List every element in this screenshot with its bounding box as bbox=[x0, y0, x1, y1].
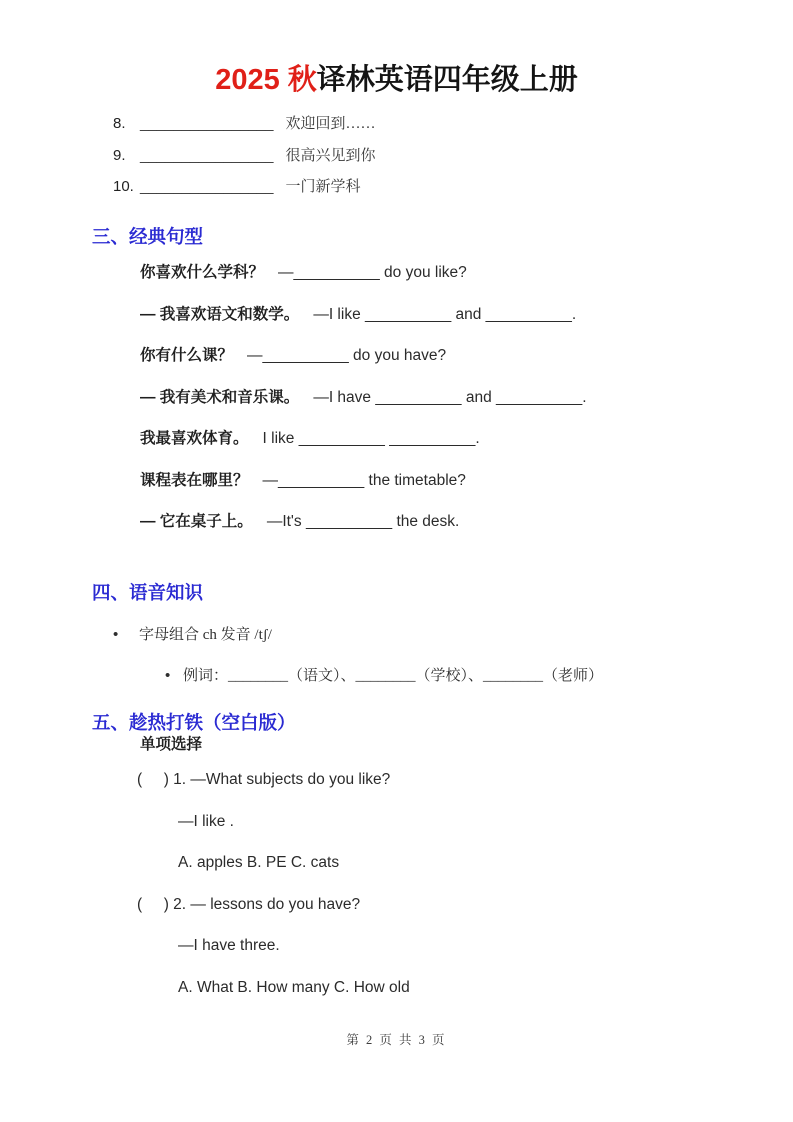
sentence-chinese: 你喜欢什么学科？ bbox=[140, 264, 265, 281]
sentence-line bbox=[140, 460, 587, 502]
sentence-chinese: 课程表在哪里？ bbox=[140, 471, 249, 489]
vocab-item-9 bbox=[113, 140, 376, 172]
sentence-english: I like __________ __________. bbox=[262, 430, 480, 447]
fill-blank: ________________ bbox=[140, 115, 274, 132]
question-1-answer-line: —I like . bbox=[178, 812, 234, 830]
page-title bbox=[0, 60, 793, 100]
sentence-line bbox=[140, 418, 587, 460]
vocab-item-10 bbox=[113, 171, 376, 203]
item-number: 9. bbox=[113, 146, 126, 164]
sentence-line bbox=[140, 252, 587, 294]
item-number: 8. bbox=[113, 115, 126, 132]
section-heading-practice: 五、趁热打铁（空白版） bbox=[92, 714, 296, 734]
fill-blank: ________________ bbox=[140, 178, 274, 196]
section-heading-phonics: 四、语音知识 bbox=[92, 584, 204, 604]
question-1-options: A. apples B. PE C. cats bbox=[178, 854, 340, 872]
sentence-english: —I like __________ and __________. bbox=[313, 305, 577, 323]
bullet-icon: • bbox=[113, 626, 119, 643]
phonics-rule-text: 字母组合 ch 发音 /tʃ/ bbox=[139, 627, 272, 643]
multiple-choice-list bbox=[137, 759, 410, 1009]
fill-blank: ________________ bbox=[140, 146, 274, 164]
sentence-chinese: 你有什么课？ bbox=[140, 347, 234, 364]
practice-subheading: 单项选择 bbox=[140, 736, 203, 753]
item-number: 10. bbox=[113, 178, 134, 196]
sentence-chinese: — 它在桌子上。 bbox=[140, 513, 253, 530]
sentence-english: —__________ do you have? bbox=[247, 347, 447, 364]
sentence-line bbox=[140, 335, 587, 377]
item-translation: 一门新学科 bbox=[285, 179, 361, 196]
vocab-item-8 bbox=[113, 108, 376, 140]
phonics-examples-text: 例词：________（语文）、________（学校）、________（老师） bbox=[183, 668, 604, 684]
sentence-line bbox=[140, 294, 587, 336]
question-1-stem: ( ) 1. —What subjects do you like? bbox=[137, 771, 391, 788]
title-year-season: 2025 秋 bbox=[215, 64, 317, 96]
vocab-list bbox=[113, 108, 376, 203]
title-book-name: 译林英语四年级上册 bbox=[316, 64, 578, 96]
question-2-stem: ( ) 2. — lessons do you have? bbox=[137, 895, 361, 913]
sentence-chinese: 我最喜欢体育。 bbox=[140, 430, 249, 447]
sentence-english: —I have __________ and __________. bbox=[313, 388, 587, 406]
question-2-options: A. What B. How many C. How old bbox=[178, 978, 410, 996]
sentence-chinese: — 我有美术和音乐课。 bbox=[140, 388, 300, 406]
sentence-chinese: — 我喜欢语文和数学。 bbox=[140, 305, 300, 323]
sentence-pattern-list bbox=[140, 252, 587, 543]
sentence-english: —__________ the timetable? bbox=[262, 471, 466, 489]
sentence-english: —__________ do you like? bbox=[278, 264, 467, 281]
bullet-icon: • bbox=[165, 667, 171, 684]
sentence-line bbox=[140, 501, 587, 543]
section-heading-classic-sentences: 三、经典句型 bbox=[92, 228, 204, 248]
sentence-line bbox=[140, 377, 587, 419]
phonics-rule-bullet bbox=[113, 622, 272, 648]
sentence-english: —It's __________ the desk. bbox=[266, 513, 460, 530]
page-number-footer: 第 2 页 共 3 页 bbox=[346, 1033, 447, 1047]
item-translation: 欢迎回到…… bbox=[285, 116, 376, 132]
item-translation: 很高兴见到你 bbox=[285, 147, 376, 164]
question-2-answer-line: —I have three. bbox=[178, 937, 280, 955]
phonics-examples-bullet bbox=[165, 663, 603, 689]
